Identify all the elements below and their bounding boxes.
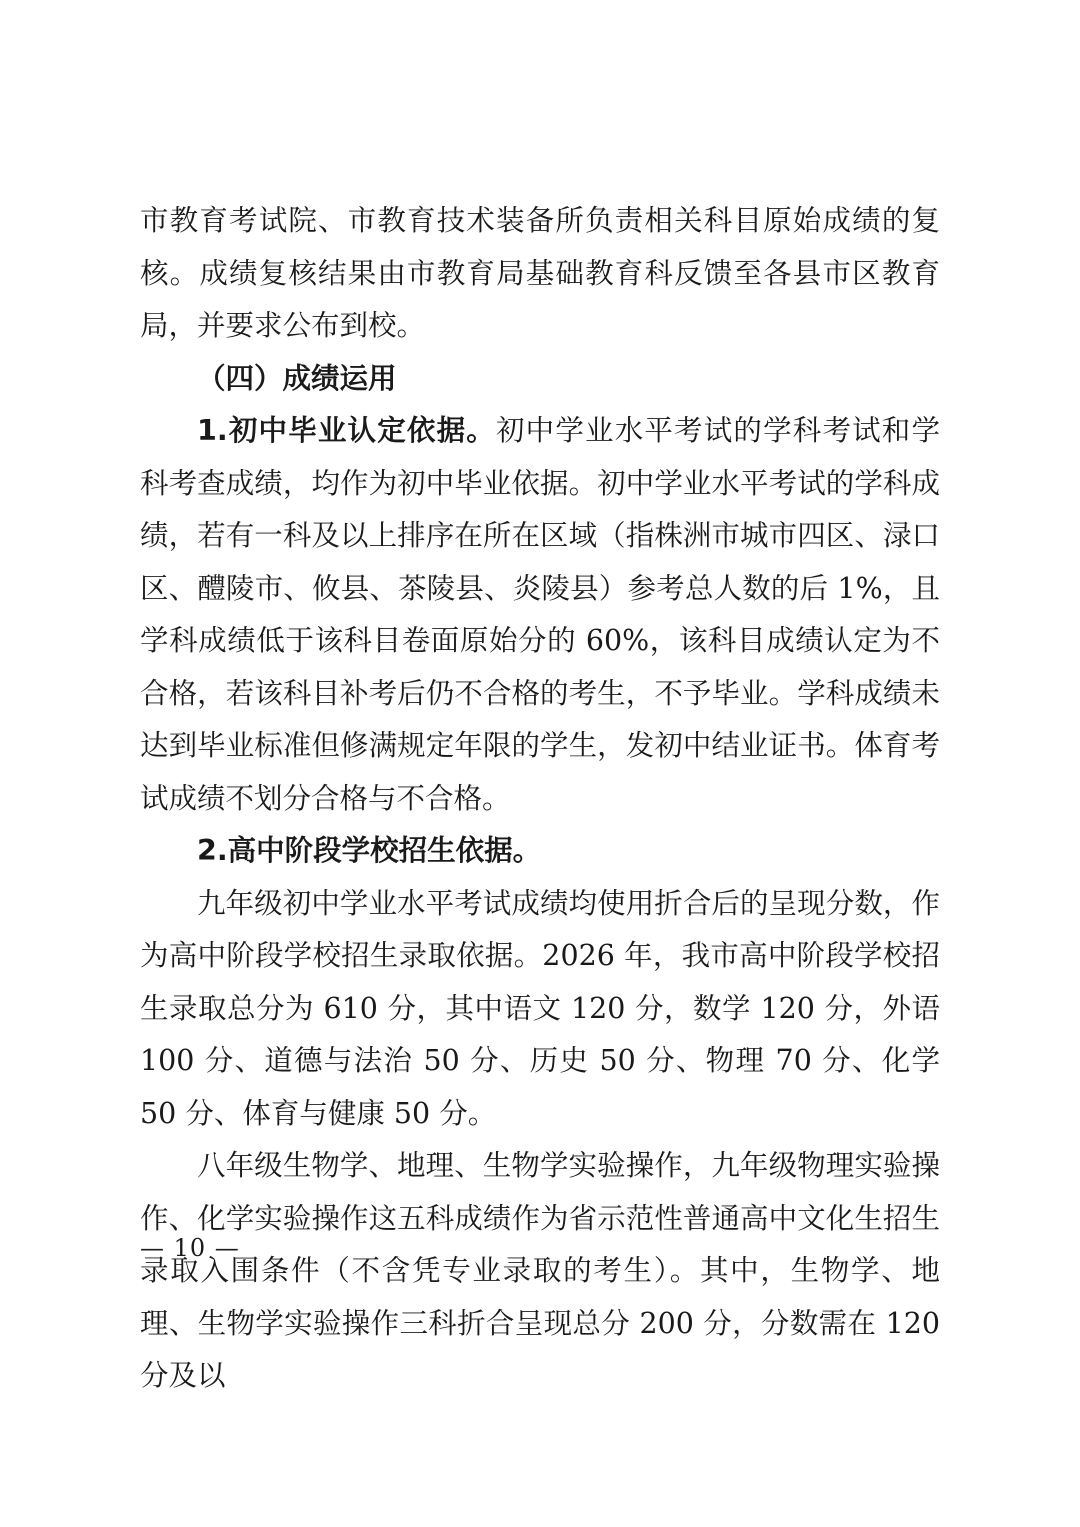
document-body bbox=[140, 195, 940, 1403]
section-heading-score-use: （四）成绩运用 bbox=[197, 361, 397, 395]
paragraph-body-graduation: 初中学业水平考试的学科考试和学科考查成绩，均作为初中毕业依据。初中学业水平考试的学科成绩，若有一科及以上排序在所在区域（指株洲市城市四区、渌口区、醴陵市、攸县、茶陵县、炎陵县）参考总人数的后 1%，且学科成绩低于该科目卷面原始分的 60%，该科目成绩认定为不合格，若该科目补考后仍不合格的考生，不予毕业。学科成绩未达到毕业标准但修满规定年限的学生，发初中结业证书。体育考试成绩不划分合格与不合格。 bbox=[140, 414, 940, 815]
paragraph-grade9-scores: 九年级初中学业水平考试成绩均使用折合后的呈现分数，作为高中阶段学校招生录取依据。2026 年，我市高中阶段学校招生录取总分为 610 分，其中语文 120 分，数学 120 分，外语 100 分、道德与法治 50 分、历史 50 分、物理 70 分、化学 50 分、体育与健康 50 分。 bbox=[140, 886, 940, 1130]
page-number: — 10 — bbox=[140, 1234, 240, 1262]
paragraph-grade8-scores: 八年级生物学、地理、生物学实验操作，九年级物理实验操作、化学实验操作这五科成绩作为省示范性普通高中文化生招生录取入围条件（不含凭专业录取的考生）。其中，生物学、地理、生物学实验操作三科折合呈现总分 200 分，分数需在 120 分及以 bbox=[140, 1149, 940, 1392]
paragraph-admission-basis-heading bbox=[140, 825, 940, 878]
paragraph-lead-graduation: 1.初中毕业认定依据。 bbox=[197, 414, 496, 447]
paragraph-lead-admission: 2.高中阶段学校招生依据。 bbox=[197, 834, 542, 867]
paragraph-review-continuation: 市教育考试院、市教育技术装备所负责相关科目原始成绩的复核。成绩复核结果由市教育局基础教育科反馈至各县市区教育局，并要求公布到校。 bbox=[140, 204, 940, 342]
paragraph-graduation-basis bbox=[140, 405, 940, 825]
